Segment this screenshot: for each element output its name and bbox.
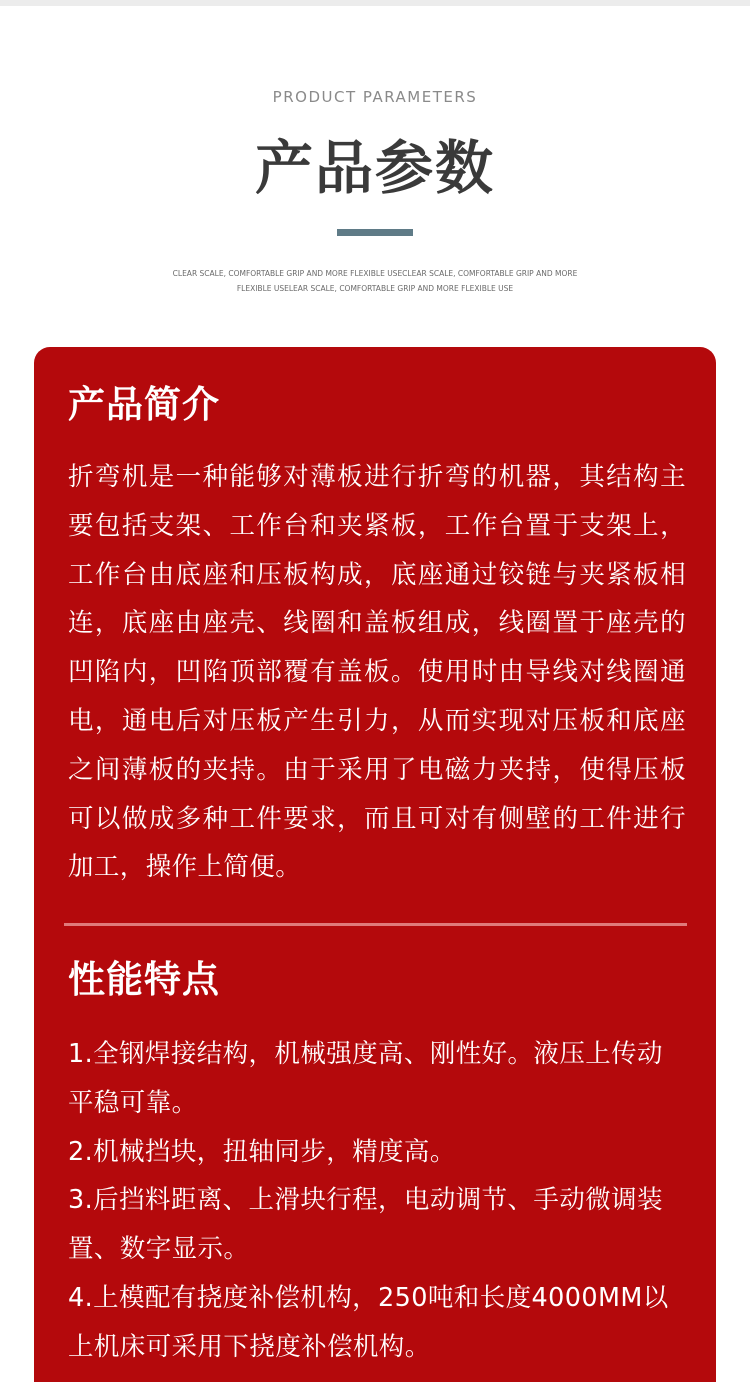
feature-item: 2.机械挡块，扭轴同步，精度高。 xyxy=(68,1136,456,1167)
feature-item: 3.后挡料距离、上滑块行程，电动调节、手动微调装置、数字显示。 xyxy=(68,1185,663,1265)
header-subtext: CLEAR SCALE, COMFORTABLE GRIP AND MORE FLEXIBLE USECLEAR SCALE, COMFORTABLE GRIP AND MORE FLEXIBLE USELEAR SCALE, COMFORTABLE GRIP AND MORE FLEXIBLE USE xyxy=(172,269,578,293)
features-title: 性能特点 xyxy=(68,958,220,1001)
features-list xyxy=(68,1030,686,1372)
section-divider xyxy=(64,923,687,926)
page-title: 产品参数 xyxy=(254,134,495,202)
intro-title: 产品简介 xyxy=(68,383,220,426)
feature-item: 4.上模配有挠度补偿机构，250吨和长度4000MM以上机床可采用下挠度补偿机构。 xyxy=(68,1282,669,1362)
title-underline-bar xyxy=(337,229,413,236)
feature-item: 1.全钢焊接结构，机械强度高、刚性好。液压上传动平稳可靠。 xyxy=(68,1039,663,1118)
top-strip xyxy=(0,0,750,6)
intro-text: 折弯机是一种能够对薄板进行折弯的机器，其结构主要包括支架、工作台和夹紧板，工作台置于支架上，工作台由底座和压板构成，底座通过铰链与夹紧板相连，底座由座壳、线圈和盖板组成，线圈置于座壳的凹陷内，凹陷顶部覆有盖板。使用时由导线对线圈通电，通电后对压板产生引力，从而实现对压板和底座之间薄板的夹持。由于采用了电磁力夹持，使得压板可以做成多种工件要求，而且可对有侧壁的工件进行加工，操作上简便。 xyxy=(68,462,686,883)
section-subtitle-en: PRODUCT PARAMETERS xyxy=(272,88,478,106)
